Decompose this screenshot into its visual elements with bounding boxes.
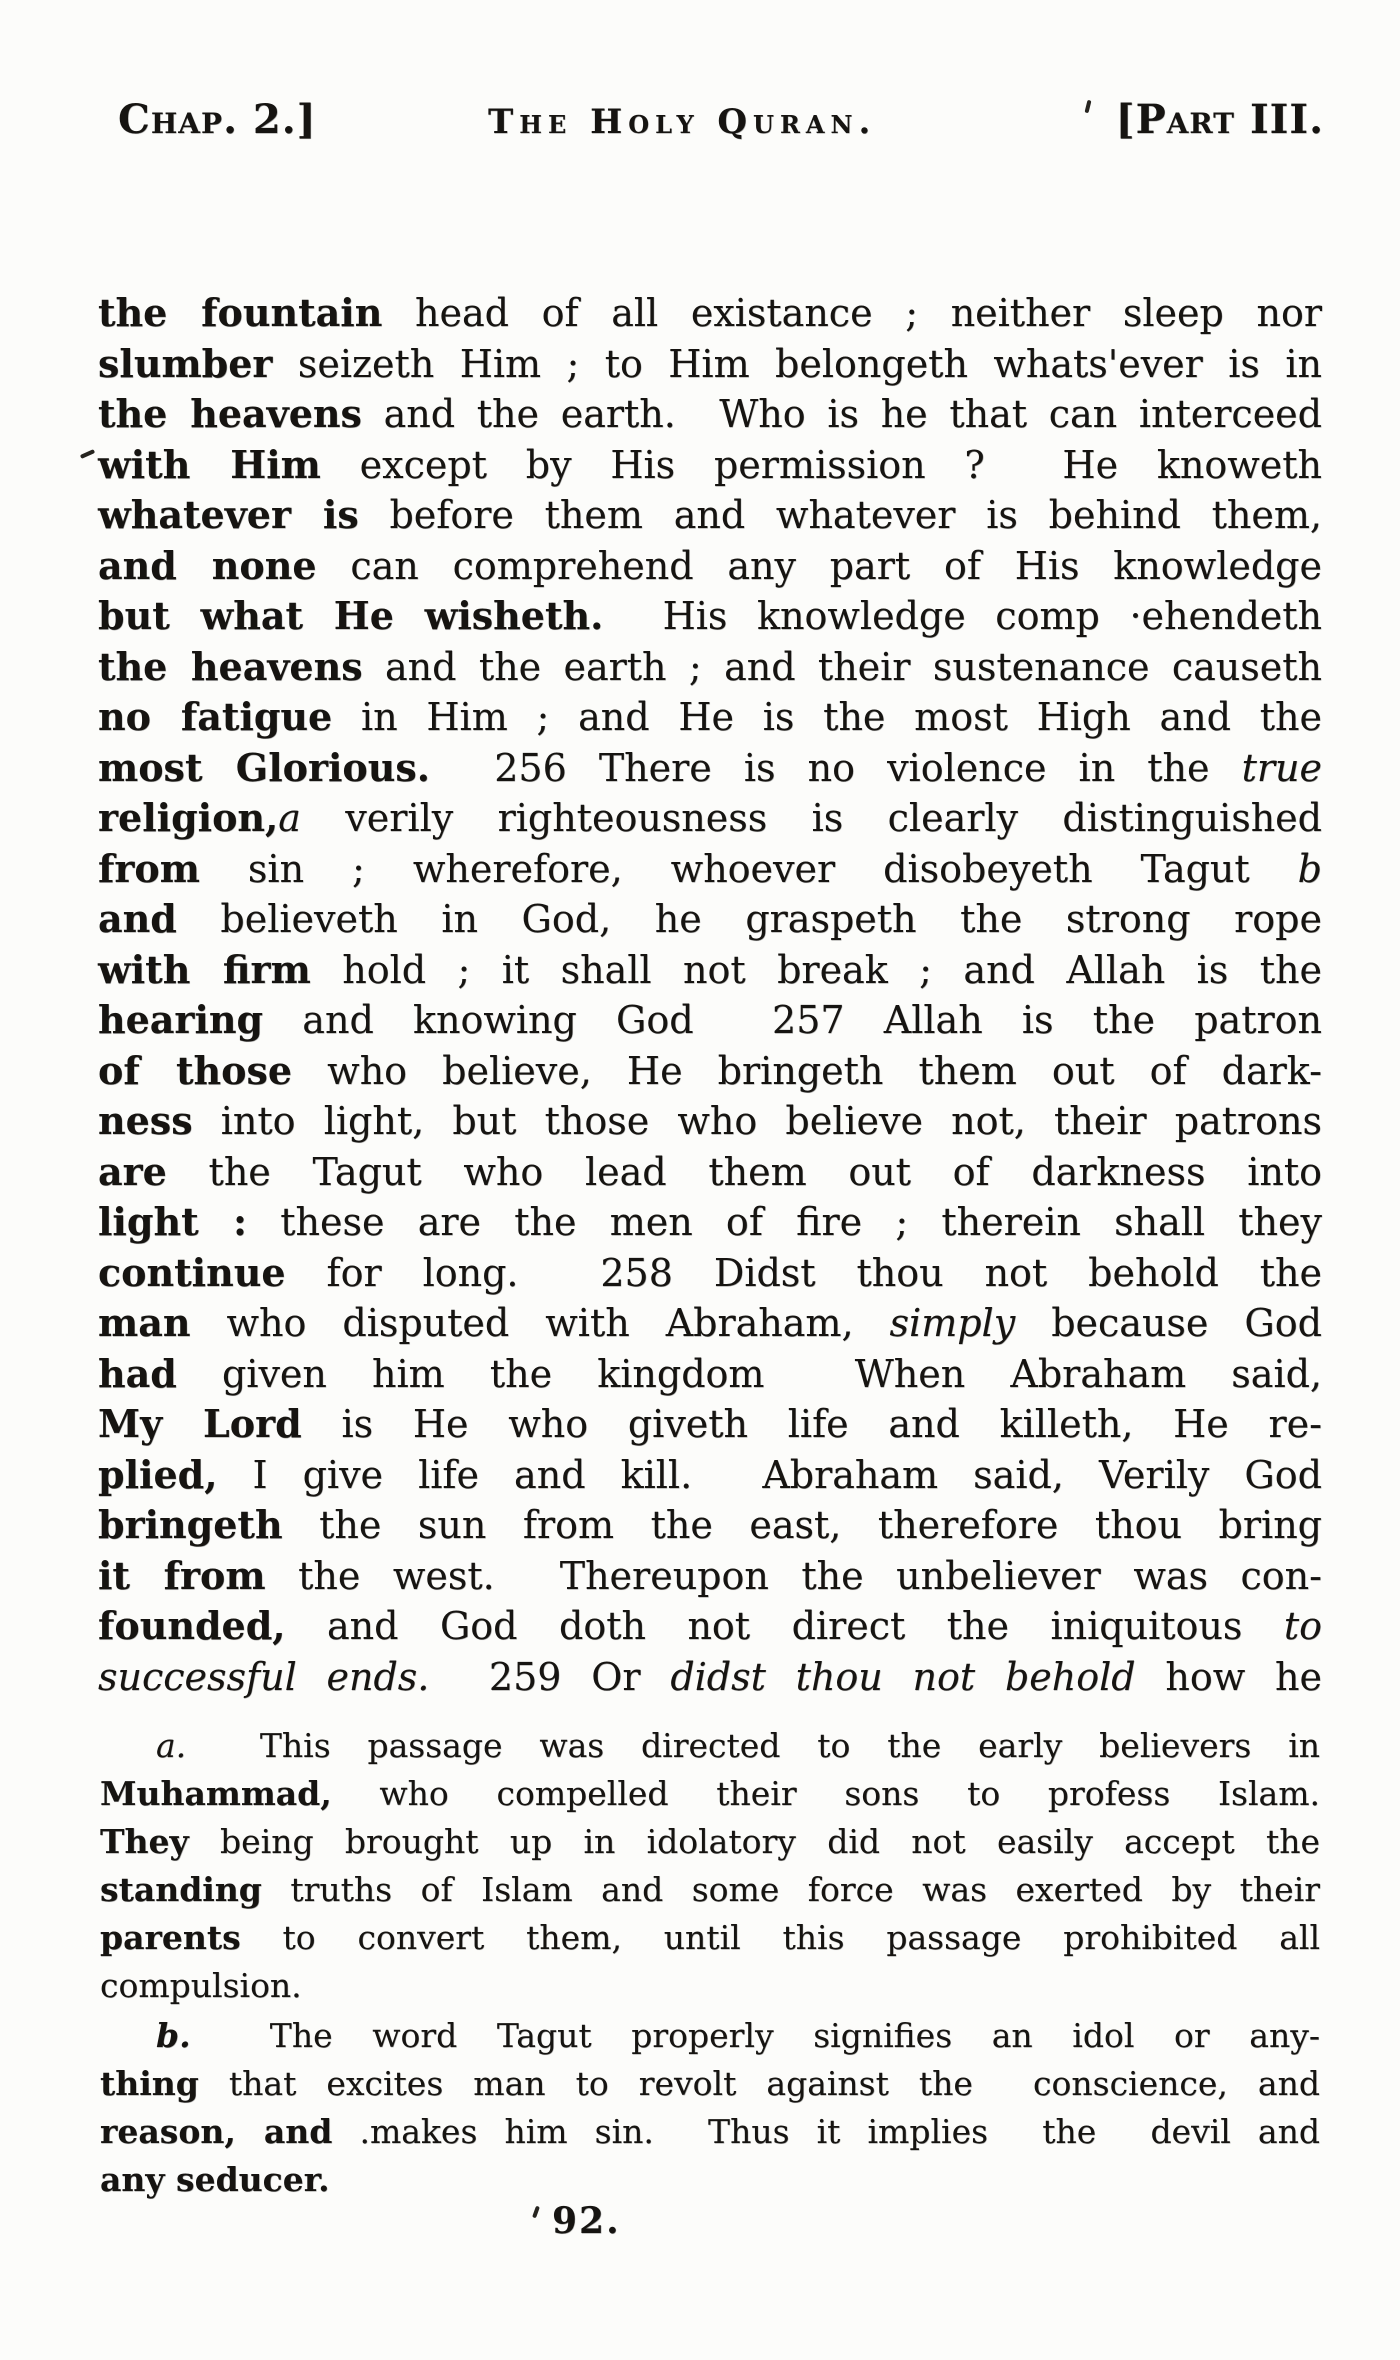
- text-line: [98, 1096, 1322, 1147]
- text-line: [98, 1349, 1322, 1400]
- text-segment: successful ends.: [98, 1654, 430, 1699]
- text-line: [98, 743, 1322, 794]
- text-line: [98, 692, 1322, 743]
- text-line: [98, 995, 1322, 1046]
- text-line: [100, 1962, 1320, 2010]
- text-segment: didst thou not behold: [670, 1654, 1136, 1699]
- text-segment: and none: [98, 542, 317, 588]
- text-segment: thing: [100, 2064, 199, 2103]
- text-segment: most Glorious.: [98, 744, 431, 790]
- text-segment: of those: [98, 1047, 293, 1093]
- text-segment: compulsion.: [100, 1966, 302, 2005]
- text-line: [98, 339, 1322, 390]
- text-segment: light :: [98, 1199, 248, 1244]
- text-line: [100, 1914, 1320, 1962]
- text-segment: the west. Thereupon the unbeliever was con-: [265, 1553, 1322, 1598]
- text-line: [98, 591, 1322, 642]
- text-line: [100, 1818, 1320, 1866]
- text-line: [98, 642, 1322, 693]
- text-line: [98, 1500, 1322, 1551]
- body-text: [98, 288, 1322, 1702]
- text-segment: 256 There is no violence in the: [430, 745, 1242, 790]
- text-segment: Muhammad,: [100, 1774, 332, 1813]
- text-segment: standing: [100, 1870, 262, 1909]
- text-line: [98, 1450, 1322, 1501]
- header-book-title: The Holy Quran.: [487, 102, 877, 142]
- text-segment: parents: [100, 1918, 241, 1957]
- text-segment: with Him: [98, 441, 321, 487]
- text-segment: b.: [156, 2016, 191, 2055]
- text-line: [100, 2156, 1320, 2204]
- text-line: [98, 1399, 1322, 1450]
- text-segment: except by His permission ? He knoweth: [320, 442, 1323, 487]
- text-segment: slumber: [98, 340, 273, 386]
- running-header: [118, 96, 1324, 143]
- text-line: [98, 541, 1322, 592]
- margin-scan-mark: [80, 449, 95, 459]
- text-segment: being brought up in idolatory did not easily accept the: [188, 1822, 1320, 1861]
- pagenum-scan-mark: [532, 2206, 540, 2219]
- text-segment: any seducer.: [100, 2160, 330, 2199]
- text-segment: and the earth ; and their sustenance causeth: [362, 644, 1322, 689]
- text-segment: the heavens: [98, 643, 363, 689]
- text-line: [98, 389, 1322, 440]
- text-line: [98, 1248, 1322, 1299]
- header-chapter: Chap. 2.]: [118, 96, 317, 143]
- text-segment: hearing: [98, 997, 264, 1042]
- text-segment: who compelled their sons to profess Islam.: [331, 1774, 1320, 1813]
- text-segment: believeth in God, he graspeth the strong rope: [176, 897, 1322, 941]
- text-segment: hold ; it shall not break ; and Allah is the: [310, 947, 1322, 992]
- text-segment: that excites man to revolt against the conscience, and: [198, 2064, 1320, 2103]
- text-segment: The word Tagut properly signifies an idol or any-: [190, 2016, 1320, 2055]
- text-segment: is He who giveth life and killeth, He re-: [301, 1402, 1323, 1446]
- text-line: [98, 1551, 1322, 1602]
- text-segment: sin ; wherefore, whoever disobeyeth Tagut: [199, 846, 1298, 891]
- text-line: [98, 1601, 1322, 1652]
- text-segment: who believe, He bringeth them out of dark-: [292, 1048, 1322, 1093]
- text-segment: continue: [98, 1249, 286, 1295]
- text-segment: true: [1241, 745, 1323, 790]
- text-line: [98, 288, 1322, 339]
- text-segment: reason, and: [100, 2112, 333, 2151]
- text-segment: man: [98, 1300, 191, 1345]
- text-segment: with firm: [98, 946, 311, 992]
- text-segment: no fatigue: [98, 694, 333, 739]
- text-segment: and knowing God 257 Allah is the patron: [263, 998, 1322, 1042]
- text-line: [100, 1866, 1320, 1914]
- text-line: [98, 1046, 1322, 1097]
- text-segment: and the earth. Who is he that can interceed: [361, 392, 1322, 436]
- text-line: [100, 2060, 1320, 2108]
- text-segment: My Lord: [98, 1401, 302, 1446]
- text-line: [100, 1770, 1320, 1818]
- header-part: [Part III.: [1115, 96, 1324, 143]
- text-segment: given him the kingdom When Abraham said,: [176, 1351, 1322, 1396]
- text-segment: b: [1297, 846, 1322, 891]
- text-segment: and God doth not direct the iniquitous: [285, 1604, 1284, 1648]
- text-segment: truths of Islam and some force was exerted by their: [261, 1870, 1320, 1909]
- text-segment: religion,: [98, 795, 279, 840]
- text-segment: can comprehend any part of His knowledge: [316, 543, 1322, 588]
- text-line: [100, 1722, 1320, 1770]
- text-segment: these are the men of fire ; therein shall they: [247, 1200, 1322, 1244]
- text-line: [100, 2108, 1320, 2156]
- text-segment: .makes him sin. Thus it implies the devil and: [332, 2112, 1320, 2151]
- text-segment: how he: [1135, 1654, 1322, 1699]
- text-segment: the sun from the east, therefore thou bring: [282, 1503, 1322, 1547]
- text-line: [98, 894, 1322, 945]
- text-segment: because God: [1015, 1301, 1322, 1345]
- text-segment: This passage was directed to the early believers in: [186, 1726, 1320, 1765]
- text-segment: who disputed with Abraham,: [190, 1301, 890, 1345]
- text-segment: plied,: [98, 1451, 218, 1497]
- text-segment: founded,: [98, 1603, 286, 1648]
- text-segment: ness: [98, 1098, 193, 1143]
- text-segment: and: [98, 896, 177, 941]
- page-number: 92.: [552, 2200, 621, 2242]
- text-line: [98, 1147, 1322, 1198]
- text-segment: before them and whatever is behind them,: [358, 493, 1322, 537]
- text-line: [98, 945, 1322, 996]
- text-segment: simply: [889, 1301, 1016, 1345]
- text-segment: a.: [156, 1726, 187, 1765]
- text-segment: His knowledge comp ·ehendeth: [603, 594, 1322, 638]
- text-line: [98, 793, 1322, 844]
- text-line: [98, 440, 1322, 491]
- footnote-b: [100, 2012, 1320, 2204]
- text-segment: I give life and kill. Abraham said, Verily God: [217, 1452, 1322, 1497]
- text-line: [98, 490, 1322, 541]
- text-segment: to convert them, until this passage prohibited all: [240, 1918, 1320, 1957]
- footnotes: [100, 1722, 1320, 2204]
- text-line: [98, 1652, 1322, 1703]
- text-segment: whatever is: [98, 492, 359, 537]
- text-segment: bringeth: [98, 1502, 283, 1547]
- text-line: [100, 2012, 1320, 2060]
- text-segment: They: [100, 1822, 189, 1861]
- text-segment: had: [98, 1350, 177, 1396]
- text-segment: head of all existance ; neither sleep nor: [382, 291, 1322, 335]
- text-segment: seizeth Him ; to Him belongeth whats'ever is in: [272, 341, 1322, 386]
- text-segment: to: [1283, 1604, 1322, 1648]
- text-segment: from: [98, 845, 200, 891]
- text-segment: the Tagut who lead them out of darkness into: [166, 1149, 1322, 1194]
- text-segment: into light, but those who believe not, their patrons: [192, 1099, 1322, 1143]
- text-segment: it from: [98, 1552, 266, 1598]
- text-line: [98, 844, 1322, 895]
- text-segment: in Him ; and He is the most High and the: [332, 695, 1322, 739]
- text-segment: the fountain: [98, 290, 383, 335]
- footnote-a: [100, 1722, 1320, 2010]
- text-line: [98, 1197, 1322, 1248]
- text-line: [98, 1298, 1322, 1349]
- text-segment: but what He wisheth.: [98, 593, 604, 638]
- text-segment: the heavens: [98, 391, 362, 436]
- text-segment: 259 Or: [429, 1654, 671, 1699]
- text-segment: verily righteousness is clearly distinguished: [300, 796, 1322, 840]
- text-segment: are: [98, 1148, 167, 1194]
- text-segment: for long. 258 Didst thou not behold the: [285, 1250, 1322, 1295]
- text-segment: a: [278, 796, 301, 840]
